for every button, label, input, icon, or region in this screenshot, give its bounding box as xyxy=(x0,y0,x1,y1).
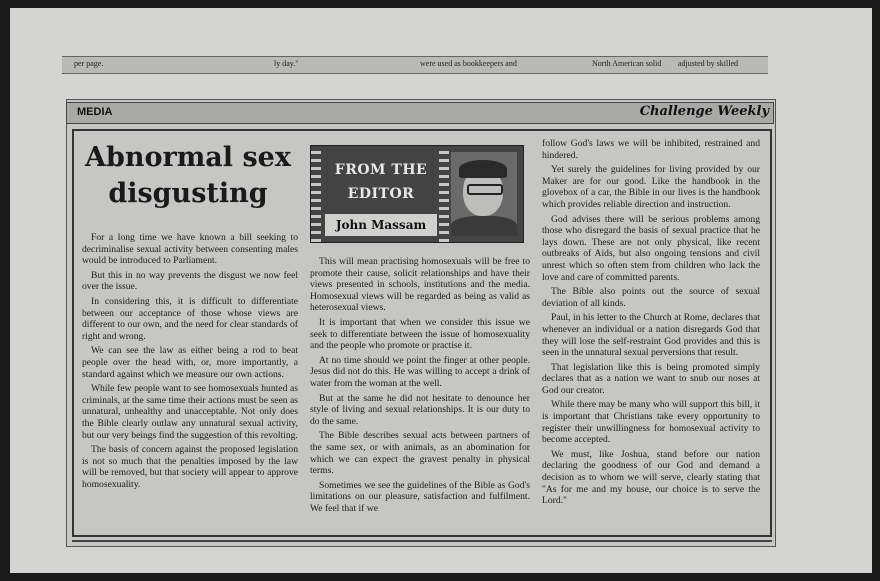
decorative-stripes xyxy=(439,146,449,242)
paragraph: The basis of concern against the proposed legislation is not so much that the penalties imposed by the law will be removed, but that society will appear to approve homosexuality. xyxy=(82,444,298,490)
paragraph: This will mean practising homosexuals will be free to promote their cause, solicit relationships and have their views presented in schools, institutions and the media. Homosexual views will be regarded as being as valid as heterosexual views. xyxy=(310,256,530,314)
paragraph: It is important that when we consider this issue we seek to differentiate between the issue of homosexuality and the people who promote or practise it. xyxy=(310,316,530,352)
from-the-editor-box xyxy=(310,145,524,243)
article-column-1 xyxy=(82,232,298,493)
paragraph: In considering this, it is difficult to differentiate between our acceptance of those whose views are different to our own, and the need for clear standards of right and wrong. xyxy=(82,295,298,342)
headline xyxy=(80,140,296,212)
paragraph: Yet surely the guidelines for living provided by our Maker are for our good. Like the handbook in the glovebox of a car, the Bible in our lives is the handbook which provides reliable direction and instruction. xyxy=(542,164,760,210)
photo-hair xyxy=(459,160,507,178)
paragraph: While few people want to see homosexuals hunted as criminals, at the same time their actions must be seen as unnatural, unhealthy and unacceptable. Not only does the Bible clearly outlaw any unnatural sexual activity, but our very beings find the suggestion of this revolting. xyxy=(82,383,298,441)
decorative-stripes xyxy=(311,146,321,242)
paragraph: The Bible describes sexual acts between partners of the same sex, or with animals, as an abomination for which we can expect the gravest penalty in physical terms. xyxy=(310,430,530,477)
paragraph: That legislation like this is being promoted simply declares that as a nation we want to snub our noses at God our creator. xyxy=(542,361,760,396)
section-label: MEDIA xyxy=(77,106,113,118)
editor-box-line-2: EDITOR xyxy=(347,186,415,202)
section-header-bar xyxy=(66,102,774,124)
paragraph: follow God's laws we will be inhibited, restrained and hindered. xyxy=(542,138,760,161)
strip-text-mid1: ly day." xyxy=(274,59,299,68)
paragraph: But this in no way prevents the disgust we now feel over the issue. xyxy=(82,269,298,293)
editor-box-title xyxy=(325,158,437,206)
strip-text-right2: adjusted by skilled xyxy=(678,59,738,68)
paragraph: God advises there will be serious problems among those who disregard the basis of sexual practice that he lays down. These are not only physical, like recent outbreaks of Aids, but also ongoing tensions and civil unrest which so often stem from children who lack the love and care of committed parents. xyxy=(542,213,760,283)
strip-text-right1: North American solid xyxy=(592,59,662,68)
editor-photo xyxy=(451,152,517,236)
paragraph: We can see the law as either being a rod to beat people over the head with, or, more importantly, a standard against which we measure our own actions. xyxy=(82,345,298,380)
publication-logo: Challenge Weekly xyxy=(639,104,769,119)
headline-line-1: Abnormal sex xyxy=(85,142,291,173)
bottom-rule xyxy=(72,540,772,542)
paragraph: Paul, in his letter to the Church at Rome, declares that whenever an individual or a nation disregards God that they will lose the self-restraint God provides and this is seen in the unnatural sexual perversions that result. xyxy=(542,312,760,359)
strip-text-mid2: were used as bookkeepers and xyxy=(420,59,517,68)
article-column-2 xyxy=(310,256,530,517)
editor-byline: John Massam xyxy=(325,214,437,236)
paragraph: For a long time we have known a bill seeking to decriminalise sexual activity between consenting males would be introduced to Parliament. xyxy=(82,232,298,267)
headline-line-2: disgusting xyxy=(108,178,268,209)
paragraph: At no time should we point the finger at other people. Jesus did not do this. He was willing to accept a drink of water from the woman at the well. xyxy=(310,354,530,389)
paragraph: We must, like Joshua, stand before our nation declaring the goodness of our God and demand a decision as to whom we will serve, clearly stating that "As for me and my house, our choice is to serve the Lord." xyxy=(542,448,760,507)
paragraph: The Bible also points out the source of sexual deviation of all kinds. xyxy=(542,286,760,309)
previous-article-strip xyxy=(62,56,768,74)
photo-shoulders xyxy=(451,216,517,236)
editor-box-line-1: FROM THE xyxy=(334,162,428,178)
photo-glasses xyxy=(467,184,503,195)
paragraph: Sometimes we see the guidelines of the Bible as God's limitations on our pleasure, satisfaction and fulfilment. We feel that if we xyxy=(310,479,530,514)
paragraph: But at the same he did not hesitate to denounce her style of living and sexual relationships. It is our duty to do the same. xyxy=(310,392,530,427)
article-column-3 xyxy=(542,138,760,510)
strip-text-left: per page. xyxy=(74,59,104,68)
paragraph: While there may be many who will support this bill, it is important that Christians take every opportunity to register their unwillingness for homosexual activity to become accepted. xyxy=(542,399,760,446)
